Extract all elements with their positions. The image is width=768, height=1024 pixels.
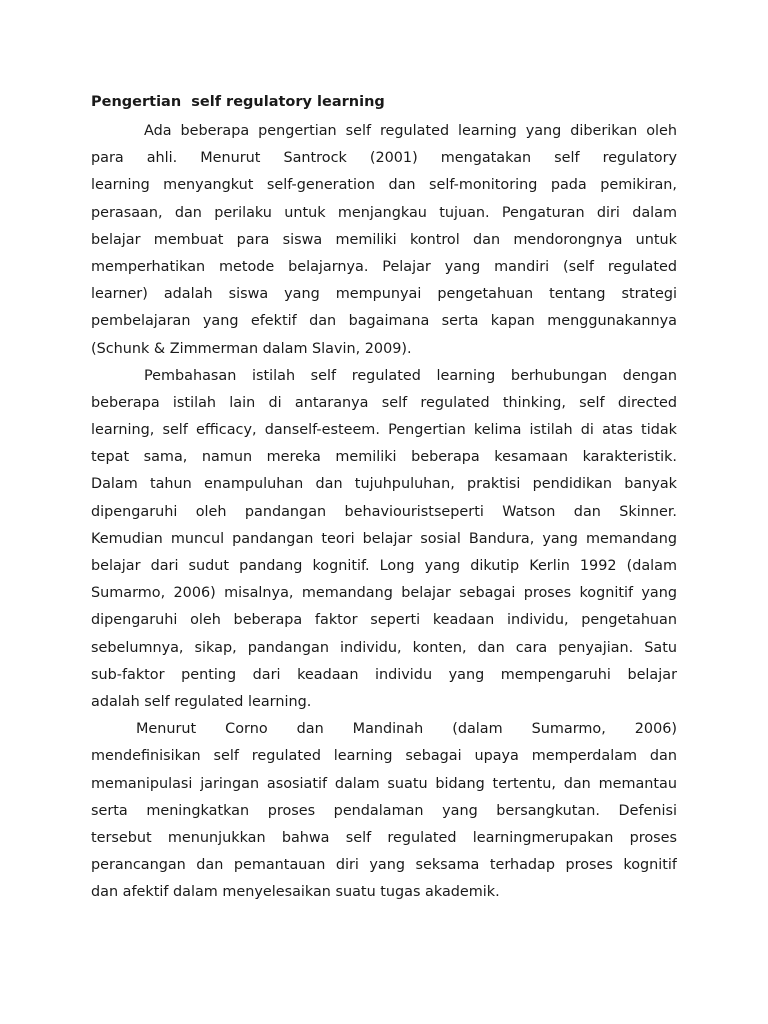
text-line: dipengaruhi oleh pandangan behaviouristseperti Watson dan Skinner. (91, 503, 677, 520)
text-line: dan afektif dalam menyelesaikan suatu tugas akademik. (91, 884, 500, 901)
paragraph-1 (91, 118, 677, 363)
text-line: Pembahasan istilah self regulated learning berhubungan dengan (144, 367, 677, 384)
document-body (91, 118, 677, 906)
text-line: tersebut menunjukkan bahwa self regulated learningmerupakan proses (91, 829, 677, 846)
text-line: sub-faktor penting dari keadaan individu yang mempengaruhi belajar (91, 666, 677, 683)
text-line: (Schunk & Zimmerman dalam Slavin, 2009). (91, 340, 412, 357)
text-line: Sumarmo, 2006) misalnya, memandang belajar sebagai proses kognitif yang (91, 585, 677, 602)
text-line: pembelajaran yang efektif dan bagaimana serta kapan menggunakannya (91, 313, 677, 330)
text-line: adalah self regulated learning. (91, 693, 312, 710)
text-line: tepat sama, namun mereka memiliki beberapa kesamaan karakteristik. (91, 449, 677, 466)
text-line: perasaan, dan perilaku untuk menjangkau tujuan. Pengaturan diri dalam (91, 204, 677, 221)
text-line: dipengaruhi oleh beberapa faktor seperti keadaan individu, pengetahuan (91, 612, 677, 629)
text-line: learning, self efficacy, danself-esteem. Pengertian kelima istilah di atas tidak (91, 422, 677, 439)
text-line: memanipulasi jaringan asosiatif dalam suatu bidang tertentu, dan memantau (91, 775, 677, 792)
text-line: para ahli. Menurut Santrock (2001) mengatakan self regulatory (91, 150, 677, 167)
text-line: belajar membuat para siswa memiliki kontrol dan mendorongnya untuk (91, 231, 677, 248)
text-line: belajar dari sudut pandang kognitif. Long yang dikutip Kerlin 1992 (dalam (91, 558, 677, 574)
page-title: Pengertian self regulatory learning (91, 94, 385, 110)
text-line: perancangan dan pemantauan diri yang seksama terhadap proses kognitif (91, 857, 677, 874)
text-line: learning menyangkut self-generation dan self-monitoring pada pemikiran, (91, 177, 677, 194)
text-line: Menurut Corno dan Mandinah (dalam Sumarmo, 2006) (136, 721, 677, 738)
text-line: Kemudian muncul pandangan teori belajar sosial Bandura, yang memandang (91, 530, 677, 547)
text-line: Dalam tahun enampuluhan dan tujuhpuluhan, praktisi pendidikan banyak (91, 476, 677, 493)
text-line: Ada beberapa pengertian self regulated learning yang diberikan oleh (144, 123, 677, 139)
text-line: sebelumnya, sikap, pandangan individu, konten, dan cara penyajian. Satu (91, 639, 677, 656)
text-line: serta meningkatkan proses pendalaman yang bersangkutan. Defenisi (91, 802, 677, 819)
text-line: mendefinisikan self regulated learning sebagai upaya memperdalam dan (91, 748, 677, 765)
paragraph-3 (91, 716, 677, 906)
text-line: learner) adalah siswa yang mempunyai pengetahuan tentang strategi (91, 286, 677, 303)
paragraph-2 (91, 363, 677, 716)
text-line: beberapa istilah lain di antaranya self regulated thinking, self directed (91, 394, 677, 411)
text-line: memperhatikan metode belajarnya. Pelajar yang mandiri (self regulated (91, 258, 677, 275)
